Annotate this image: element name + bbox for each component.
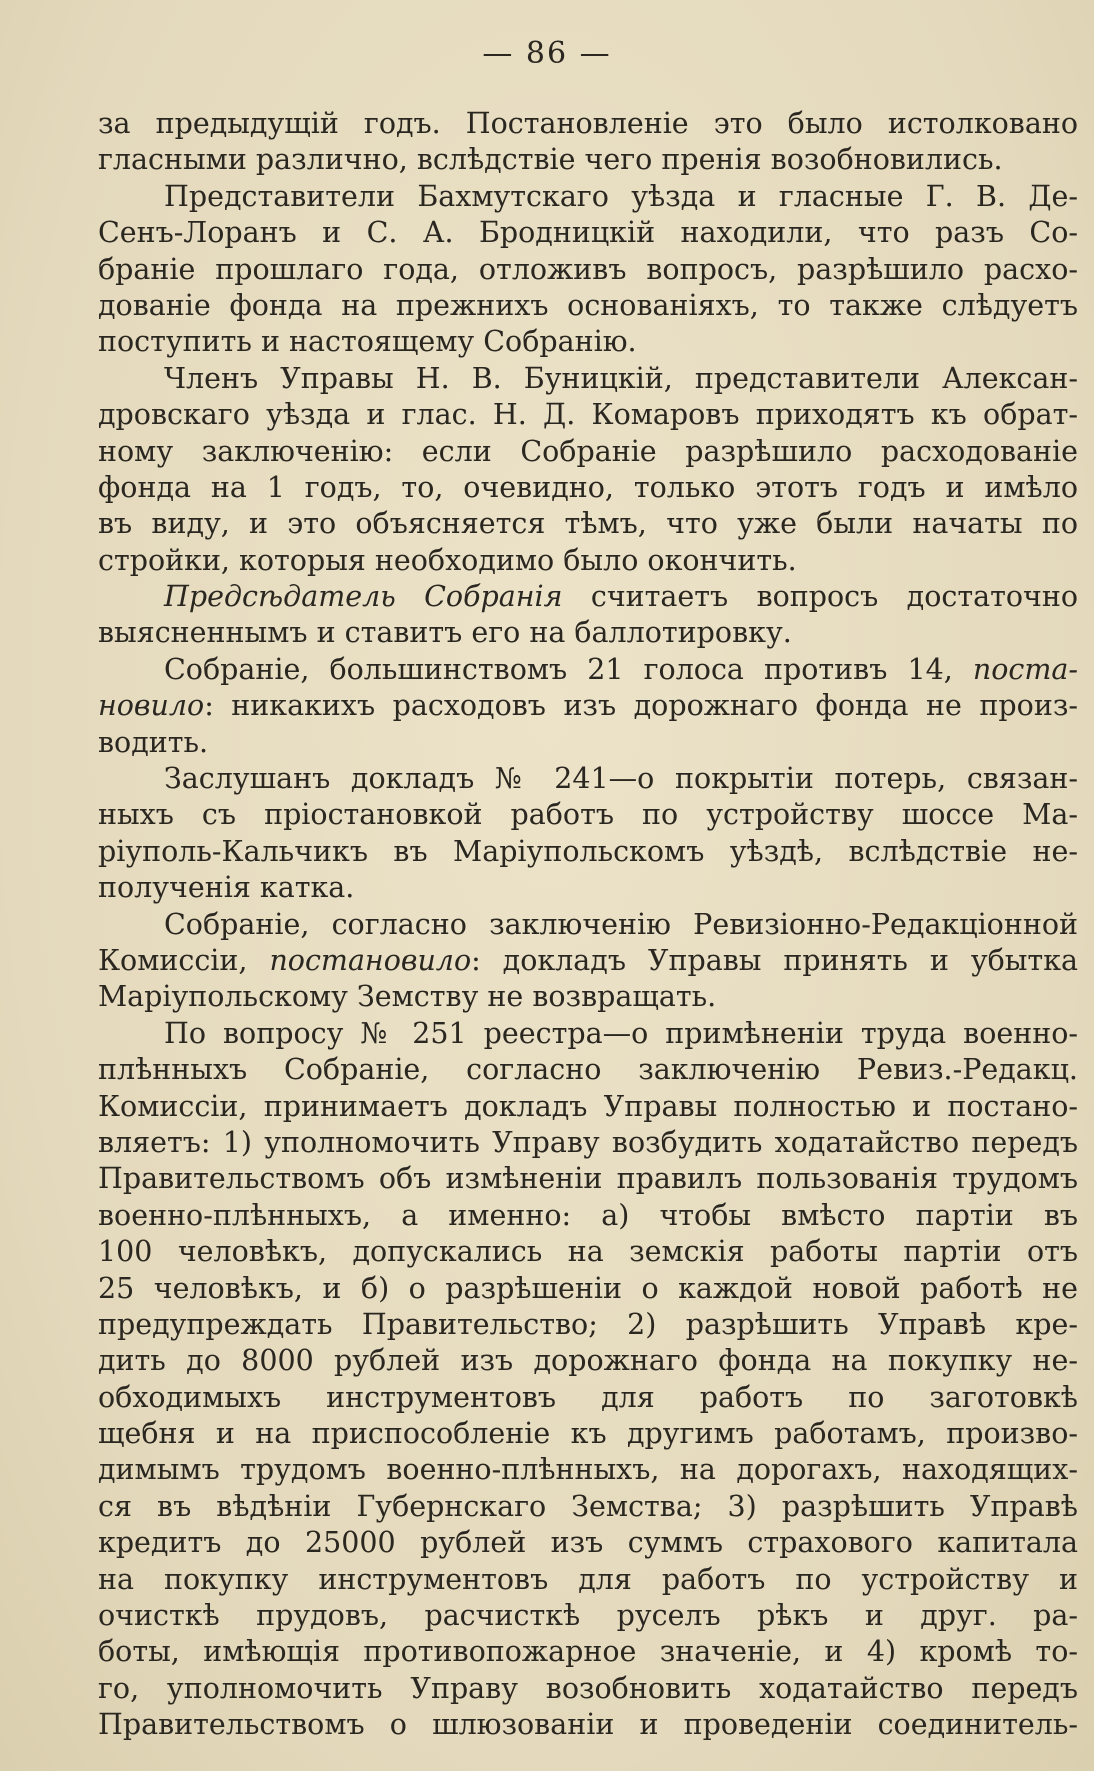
text-segment: кредитъ до 25000 рублей изъ суммъ страхового капитала [98, 1526, 1078, 1560]
text-line [98, 1052, 1078, 1088]
text-segment: ся въ вѣдѣніи Губернскаго Земства; 3) разрѣшить Управѣ [98, 1489, 1078, 1523]
text-segment: военно-плѣнныхъ, а именно: а) чтобы вмѣсто партіи въ [98, 1198, 1078, 1232]
text-segment: поступить и настоящему Собранію. [98, 325, 637, 359]
italic-text: постановило [269, 943, 472, 977]
text-segment: го, уполномочить Управу возобновить ходатайство передъ [98, 1671, 1078, 1705]
text-line [98, 1671, 1078, 1707]
text-segment: Сенъ-Лоранъ и С. А. Бродницкій находили, что разъ Со- [98, 216, 1078, 250]
text-segment: браніе прошлаго года, отложивъ вопросъ, разрѣшило расхо- [98, 252, 1078, 286]
text-segment: дованіе фонда на прежнихъ основаніяхъ, то также слѣдуетъ [98, 288, 1078, 322]
text-segment: димымъ трудомъ военно-плѣнныхъ, на дорогахъ, находящих- [98, 1453, 1078, 1487]
text-line [98, 797, 1078, 833]
text-segment: Заслушанъ докладъ № 241—о покрытіи потерь, связан- [164, 762, 1078, 796]
text-line [98, 1198, 1078, 1234]
text-line [98, 543, 1078, 579]
text-line [98, 870, 1078, 906]
text-line [98, 1416, 1078, 1452]
text-segment: ному заключенію: если Собраніе разрѣшило расходованіе [98, 434, 1078, 468]
text-segment: ныхъ съ пріостановкой работъ по устройству шоссе Ма- [98, 798, 1078, 832]
text-line [98, 1489, 1078, 1525]
text-segment: стройки, которыя необходимо было окончить. [98, 543, 797, 577]
text-segment: Комиссіи, [98, 943, 270, 977]
text-line [98, 252, 1078, 288]
text-body [98, 106, 1078, 1744]
text-segment: очисткѣ прудовъ, расчисткѣ руселъ рѣкъ и друг. ра- [98, 1599, 1078, 1633]
text-line [98, 1525, 1078, 1561]
text-segment: плѣнныхъ Собраніе, согласно заключенію Ревиз.-Редакц. [98, 1053, 1078, 1087]
text-segment: ріуполь-Кальчикъ въ Маріупольскомъ уѣздѣ, вслѣдствіе не- [98, 834, 1078, 868]
text-line [98, 688, 1078, 724]
text-segment: Правительствомъ о шлюзованіи и проведеніи соединитель- [98, 1708, 1078, 1742]
text-line [98, 1343, 1078, 1379]
text-line [98, 1707, 1078, 1743]
text-line [98, 1562, 1078, 1598]
text-line [98, 361, 1078, 397]
text-segment: 100 человѣкъ, допускались на земскія работы партіи отъ [98, 1235, 1078, 1269]
text-segment: : никакихъ расходовъ изъ дорожнаго фонда не произ- [204, 689, 1078, 723]
text-line [98, 215, 1078, 251]
text-line [98, 106, 1078, 142]
text-segment: 25 человѣкъ, и б) о разрѣшеніи о каждой новой работѣ не [98, 1271, 1078, 1305]
text-segment: щебня и на приспособленіе къ другимъ работамъ, произво- [98, 1417, 1078, 1451]
text-line [98, 1307, 1078, 1343]
text-line [98, 1234, 1078, 1270]
text-line [98, 652, 1078, 688]
text-line [98, 506, 1078, 542]
text-line [98, 1598, 1078, 1634]
text-line [98, 1089, 1078, 1125]
text-line [98, 397, 1078, 433]
text-line [98, 979, 1078, 1015]
page-number: — 86 — [482, 36, 612, 71]
text-segment: выясненнымъ и ставитъ его на баллотировку. [98, 616, 792, 650]
text-segment: : докладъ Управы принять и убытка [471, 943, 1079, 977]
text-line [98, 470, 1078, 506]
text-line [98, 1271, 1078, 1307]
italic-text: Предсѣдатель Собранія [164, 580, 563, 614]
text-line [98, 907, 1078, 943]
text-line [98, 834, 1078, 870]
text-line [98, 761, 1078, 797]
text-line [98, 943, 1078, 979]
text-line [98, 1125, 1078, 1161]
text-line [98, 179, 1078, 215]
text-segment: обходимыхъ инструментовъ для работъ по заготовкѣ [98, 1380, 1078, 1414]
text-line [98, 1016, 1078, 1052]
text-segment: дить до 8000 рублей изъ дорожнаго фонда на покупку не- [98, 1344, 1078, 1378]
text-segment: Маріупольскому Земству не возвращать. [98, 980, 717, 1014]
text-line [98, 324, 1078, 360]
text-line [98, 434, 1078, 470]
text-line [98, 1380, 1078, 1416]
text-line [98, 615, 1078, 651]
text-segment: въ виду, и это объясняется тѣмъ, что уже были начаты по [98, 507, 1078, 541]
text-segment: полученія катка. [98, 871, 355, 905]
text-segment: Правительствомъ объ измѣненіи правилъ пользованія трудомъ [98, 1162, 1078, 1196]
text-segment: Собраніе, согласно заключенію Ревизіонно-Редакціонной [164, 907, 1078, 941]
text-line [98, 288, 1078, 324]
italic-text: новило [98, 689, 205, 723]
text-segment: вляетъ: 1) уполномочить Управу возбудить ходатайство передъ [98, 1125, 1078, 1159]
italic-text: поста- [972, 652, 1078, 686]
text-segment: за предыдущій годъ. Постановленіе это было истолковано [98, 107, 1078, 140]
text-segment: Собраніе, большинствомъ 21 голоса противъ 14, [164, 652, 973, 686]
text-segment: считаетъ вопросъ достаточно [562, 580, 1079, 614]
text-segment: на покупку инструментовъ для работъ по устройству и [98, 1562, 1078, 1596]
text-line [98, 1634, 1078, 1670]
text-line [98, 725, 1078, 761]
text-line [98, 1161, 1078, 1197]
text-segment: По вопросу № 251 реестра—о примѣненіи труда военно- [164, 1016, 1078, 1050]
text-segment: фонда на 1 годъ, то, очевидно, только этотъ годъ и имѣло [98, 470, 1078, 504]
text-line [98, 1452, 1078, 1488]
text-segment: Членъ Управы Н. В. Буницкій, представители Алексан- [164, 361, 1078, 395]
text-segment: водить. [98, 725, 209, 759]
text-segment: Представители Бахмутскаго уѣзда и гласные Г. В. Де- [164, 179, 1078, 213]
text-segment: предупреждать Правительство; 2) разрѣшить Управѣ кре- [98, 1307, 1078, 1341]
text-line [98, 142, 1078, 178]
text-segment: гласными различно, вслѣдствіе чего пренія возобновились. [98, 143, 1003, 177]
text-line [98, 579, 1078, 615]
text-segment: дровскаго уѣзда и глас. Н. Д. Комаровъ приходятъ къ обрат- [98, 398, 1078, 432]
text-segment: боты, имѣющія противопожарное значеніе, и 4) кромѣ то- [98, 1635, 1078, 1669]
text-segment: Комиссіи, принимаетъ докладъ Управы полностью и постано- [98, 1089, 1078, 1123]
